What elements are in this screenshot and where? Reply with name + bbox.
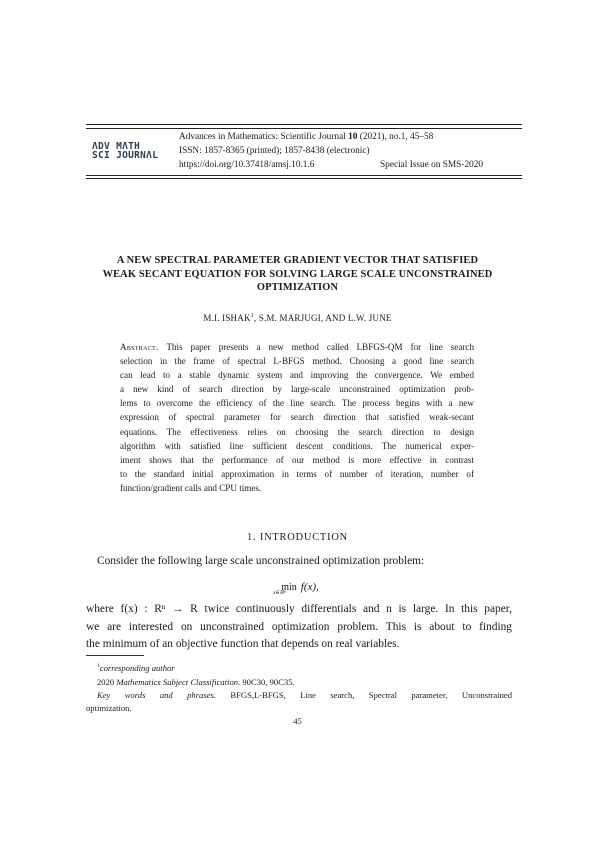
page-number: 45 [293,716,302,726]
footnote-corresponding [97,661,175,674]
abstract-label: Abstract. [120,342,159,352]
author-list [90,313,505,323]
msc-codes: 90C30, 90C35. [240,677,295,687]
journal-logo [92,142,172,160]
abstract-line: expression of spectral parameter for search direction that satisfied weak-secant [120,412,474,423]
abstract-line: function/gradient calls and CPU times. [120,482,262,493]
journal-name: Advances in Mathematics: Scientific Journal [179,132,349,142]
keywords-text: BFGS,L-BFGS, Line search, Spectral parameter, Unconstrained [216,690,512,700]
abstract-line: equations. The effectiveness relies on choosing the search direction to design [120,426,474,437]
title-line-2: WEAK SECANT EQUATION FOR SOLVING LARGE SCALE UNCONSTRAINED [102,268,493,280]
abstract-line: selection in the frame of spectral L-BFGS method. Choosing a good line search [120,356,474,367]
journal-doi-line [179,160,484,171]
footnote-mark: 1 [97,663,100,669]
section-heading: 1. INTRODUCTION [247,532,348,543]
title-line-1: A NEW SPECTRAL PARAMETER GRADIENT VECTOR THAT SATISFIED [116,255,479,266]
abstract-line: lems to overcome the efficiency of the line search. The process begins with a new [120,398,474,409]
footnote-msc: 2020 Mathematics Subject Classification. 90C30, 90C35. [97,677,295,687]
footnote-keywords-cont: optimization. [86,703,132,713]
journal-citation [179,132,433,143]
logo-line-1: ΛDV MΛTH [92,141,141,152]
paragraph-line: we are interested on unconstrained optimization problem. This is about to finding [86,620,512,633]
intro-sentence: Consider the following large scale unconstrained optimization problem: [97,555,425,567]
abstract-line: algorithm with satisfied line sufficient descent conditions. The numerical exper- [120,440,474,451]
author-first: M.I. ISHAK [203,313,251,323]
author-footnote-mark: 1 [250,313,254,319]
keywords-label: Key words and phrases. [97,690,216,700]
journal-volume: 10 [348,132,358,142]
special-issue: Special Issue on SMS-2020 [380,160,484,170]
journal-issue: (2021), no.1, 45–58 [357,132,434,142]
footnote-keywords [97,690,512,701]
header-rule-bottom [86,178,522,179]
abstract-line: Abstract. This paper presents a new method called LBFGS-QM for line search [120,342,474,352]
footnote-text: corresponding author [99,662,175,673]
header-rule-top [86,124,522,125]
author-rest: , S.M. MARJUGI, AND L.W. JUNE [253,313,392,323]
math-objective: f(x), [300,581,319,593]
optimization-equation [270,577,330,595]
footnote-rule [86,655,144,656]
logo-line-2: SCI JOURNΛL [92,149,159,161]
paragraph-line: where f(x) : Rⁿ → R twice continuously differentials and n is large. In this paper, [86,603,512,615]
paragraph-line: the minimum of an objective function that depends on real variables. [86,638,400,651]
math-subscript: x∈ℝⁿ [273,590,286,596]
msc-label: Mathematics Subject Classification. [116,677,241,687]
abstract-line: can lead to a stable dynamic system and improving the convergence. We embed [120,370,474,381]
abstract-line: to the standard initial approximation in terms of number of iteration, number of [120,468,474,479]
doi-link[interactable]: https://doi.org/10.37418/amsj.10.1.6 [179,160,315,170]
intro-paragraph [86,601,512,654]
journal-issn: ISSN: 1857-8365 (printed); 1857-8438 (electronic) [179,146,370,156]
abstract-line: iment shows that the performance of our method is more effective in contrast [120,454,474,465]
paper-title [84,254,511,295]
title-line-3: OPTIMIZATION [256,282,339,294]
abstract [120,340,474,495]
header-rule-bottom-thin [86,175,522,176]
abstract-line: a new kind of search direction by large-scale unconstrained optimization prob- [120,384,474,395]
math-min: min [281,582,297,593]
header-rule-top-thin [86,128,522,129]
